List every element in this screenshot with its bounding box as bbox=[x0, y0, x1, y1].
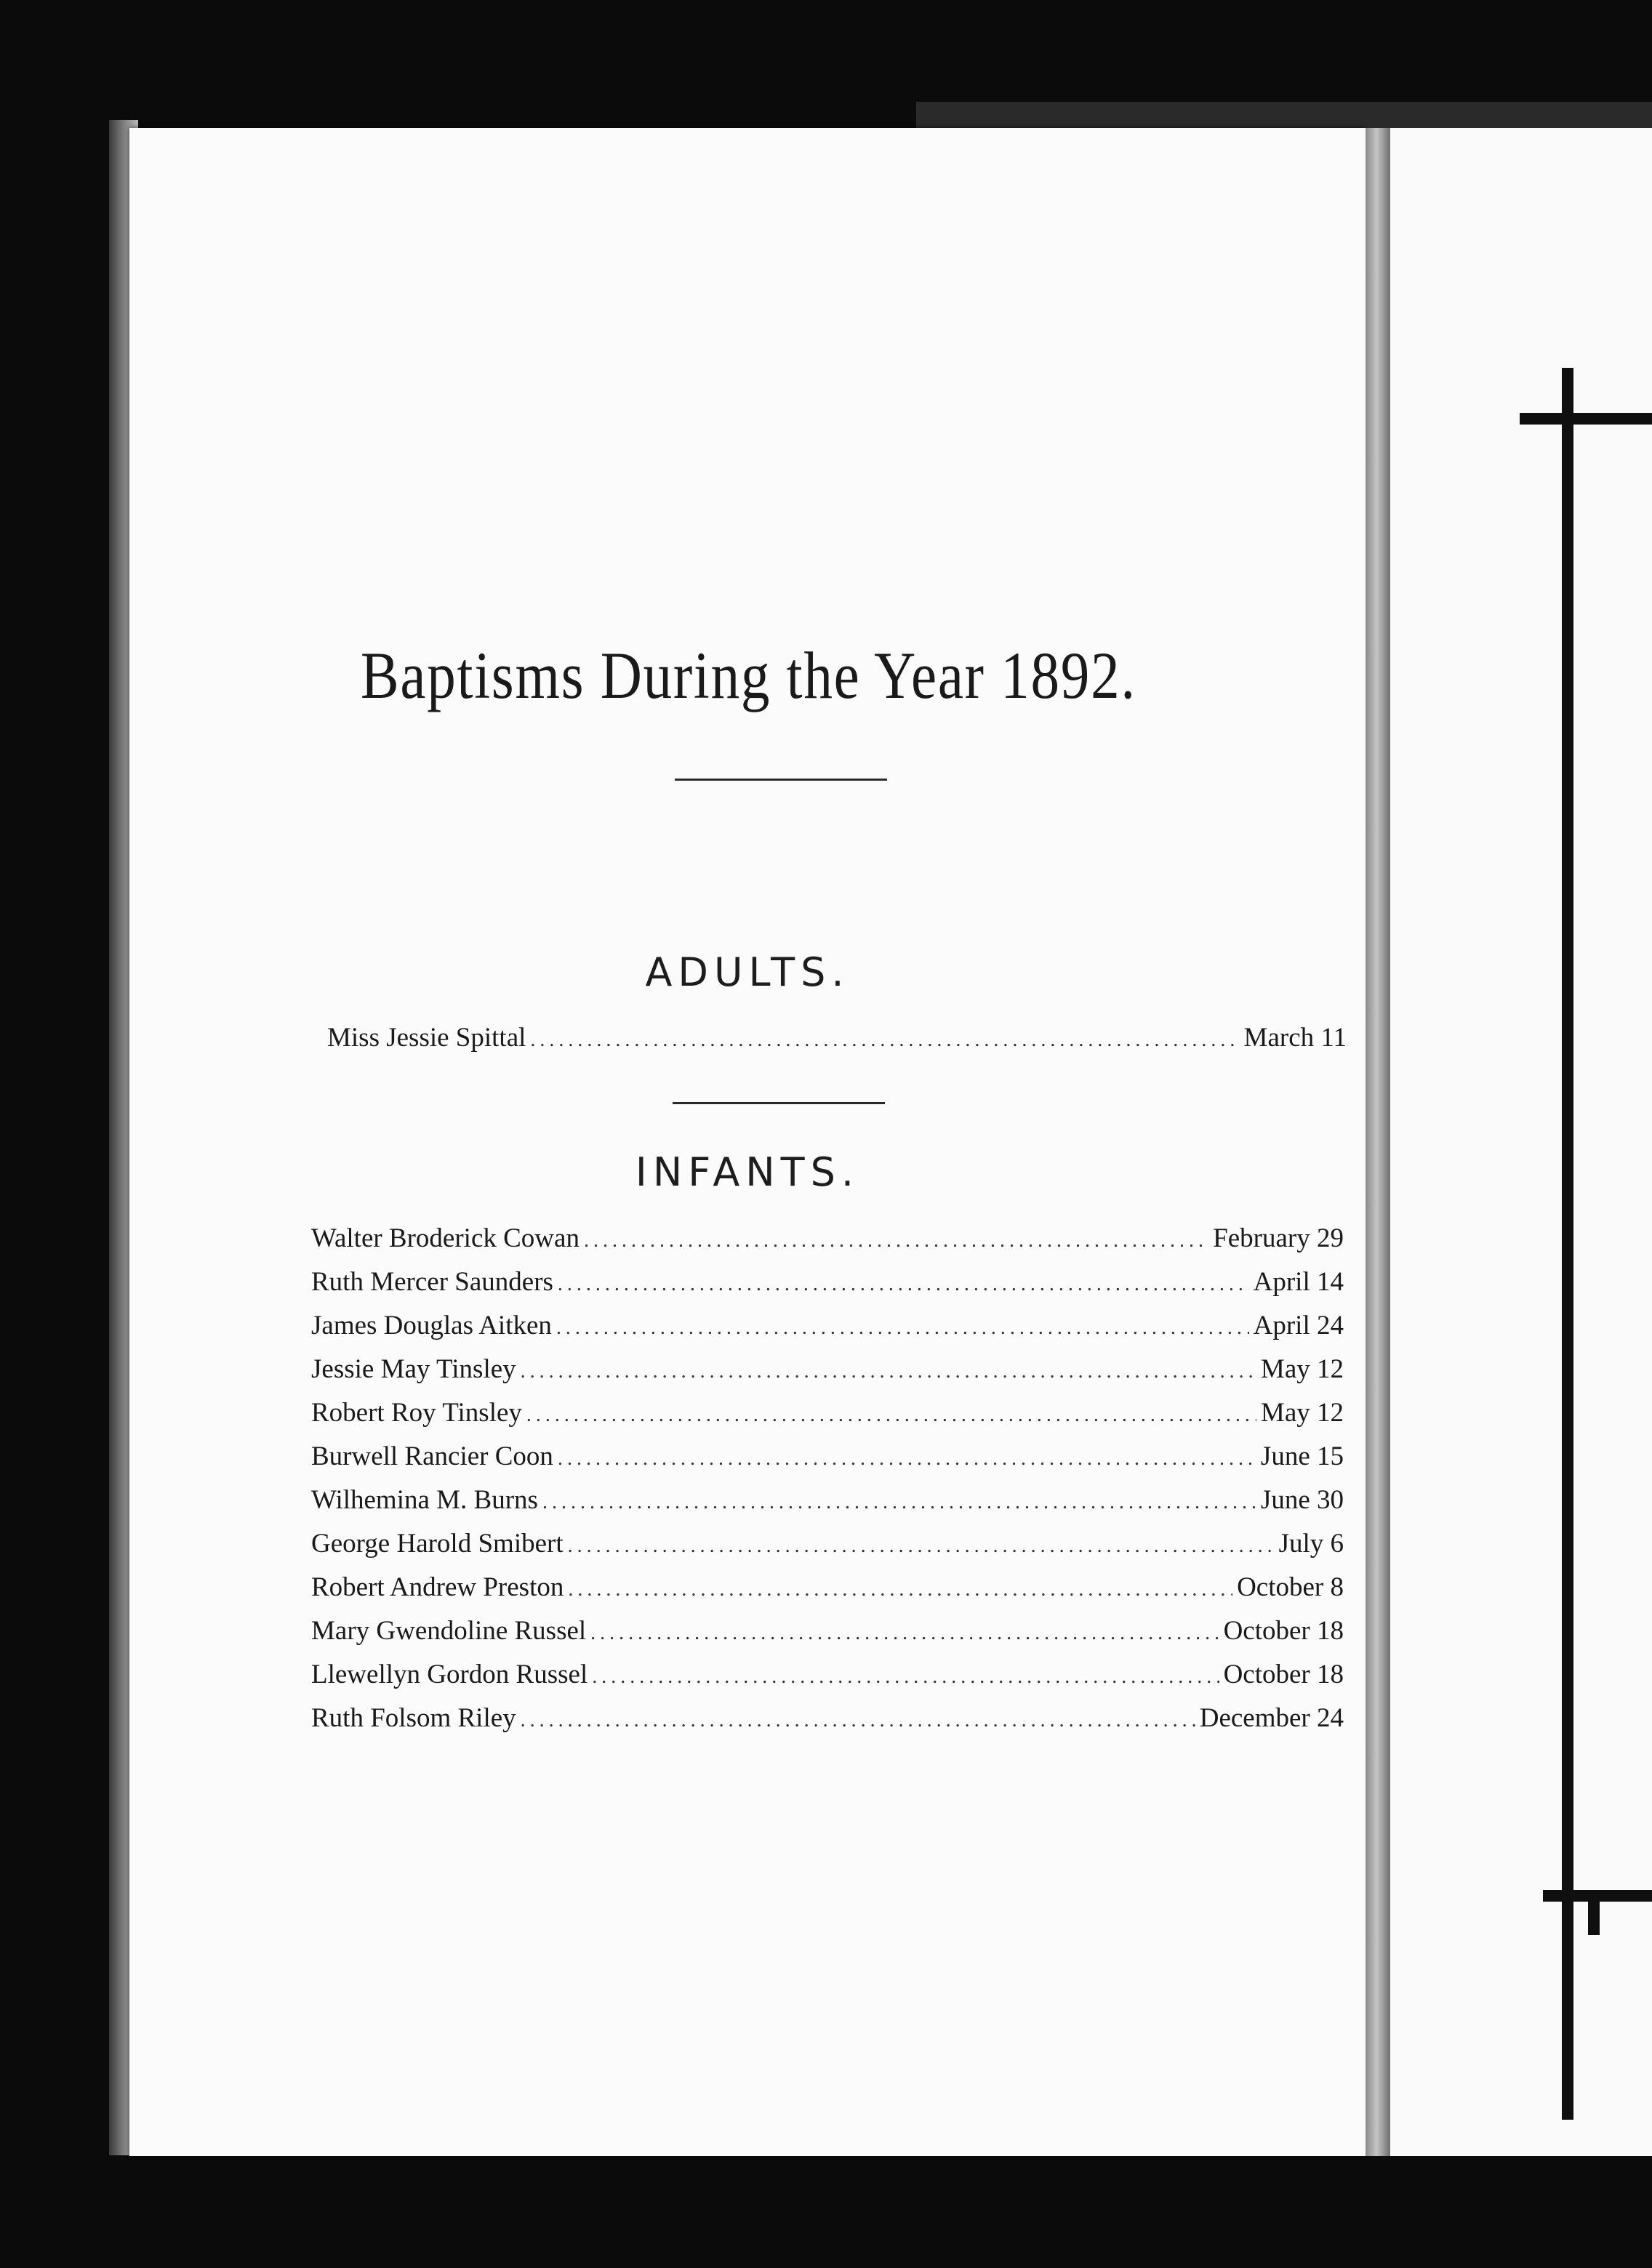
entry-name: Walter Broderick Cowan bbox=[311, 1223, 580, 1253]
entry-name: Mary Gwendoline Russel bbox=[311, 1616, 587, 1646]
list-item bbox=[311, 1653, 1344, 1697]
dot-leader bbox=[521, 1350, 1256, 1394]
list-item bbox=[311, 1304, 1344, 1348]
entry-date: October 18 bbox=[1223, 1616, 1344, 1646]
entry-name: Wilhemina M. Burns bbox=[311, 1485, 538, 1515]
dot-leader bbox=[592, 1655, 1219, 1699]
entry-name: George Harold Smibert bbox=[311, 1529, 564, 1559]
entry-name: Robert Roy Tinsley bbox=[311, 1398, 522, 1428]
entry-date: May 12 bbox=[1260, 1398, 1344, 1428]
entry-date: March 11 bbox=[1243, 1023, 1347, 1053]
bracket-top-stub bbox=[1562, 368, 1573, 419]
list-item bbox=[311, 1391, 1344, 1435]
entry-name: Ruth Mercer Saunders bbox=[311, 1267, 553, 1297]
adults-heading: ADULTS. bbox=[645, 949, 850, 995]
entry-date: October 18 bbox=[1223, 1660, 1344, 1689]
book-gutter bbox=[1366, 128, 1390, 2156]
entry-name: James Douglas Aitken bbox=[311, 1311, 552, 1340]
entry-name: Burwell Rancier Coon bbox=[311, 1441, 553, 1471]
entry-name: Jessie May Tinsley bbox=[311, 1354, 516, 1384]
section-divider bbox=[673, 1102, 885, 1104]
entry-name: Miss Jessie Spittal bbox=[327, 1023, 526, 1053]
list-item bbox=[311, 1348, 1344, 1391]
entry-date: December 24 bbox=[1199, 1703, 1344, 1733]
dot-leader bbox=[584, 1219, 1208, 1263]
entry-name: Llewellyn Gordon Russel bbox=[311, 1660, 588, 1689]
list-item bbox=[311, 1260, 1344, 1304]
title-divider bbox=[675, 779, 887, 781]
dot-leader bbox=[568, 1568, 1232, 1612]
list-item bbox=[311, 1479, 1344, 1522]
dot-leader bbox=[568, 1524, 1275, 1568]
entry-date: May 12 bbox=[1260, 1354, 1344, 1384]
entry-date: February 29 bbox=[1213, 1223, 1344, 1253]
entry-date: April 24 bbox=[1253, 1311, 1344, 1340]
list-item bbox=[311, 1697, 1344, 1740]
list-item bbox=[311, 1435, 1344, 1479]
infants-list bbox=[311, 1217, 1344, 1740]
infants-heading: INFANTS. bbox=[635, 1149, 860, 1195]
list-item bbox=[327, 1016, 1347, 1060]
dot-leader bbox=[521, 1699, 1195, 1742]
dot-leader bbox=[558, 1263, 1249, 1306]
list-item bbox=[311, 1566, 1344, 1609]
dot-leader bbox=[590, 1612, 1219, 1655]
entry-date: July 6 bbox=[1278, 1529, 1344, 1559]
dot-leader bbox=[556, 1306, 1249, 1350]
entry-name: Robert Andrew Preston bbox=[311, 1572, 564, 1602]
entry-date: June 30 bbox=[1260, 1485, 1344, 1515]
dot-leader bbox=[558, 1437, 1256, 1481]
dot-leader bbox=[526, 1394, 1256, 1437]
list-item bbox=[311, 1522, 1344, 1566]
entry-name: Ruth Folsom Riley bbox=[311, 1703, 516, 1733]
facing-page bbox=[1390, 128, 1652, 2156]
bracket-vertical-line bbox=[1562, 419, 1573, 2120]
list-item bbox=[311, 1609, 1344, 1653]
page-title: Baptisms During the Year 1892. bbox=[360, 638, 1136, 712]
adults-list bbox=[327, 1016, 1347, 1060]
entry-date: June 15 bbox=[1260, 1441, 1344, 1471]
entry-date: April 14 bbox=[1253, 1267, 1344, 1297]
dot-leader bbox=[542, 1481, 1256, 1524]
book-page bbox=[129, 128, 1366, 2156]
bracket-bottom-stub bbox=[1588, 1899, 1600, 1935]
list-item bbox=[311, 1217, 1344, 1260]
bracket-top-bar bbox=[1520, 413, 1652, 425]
entry-date: October 8 bbox=[1237, 1572, 1344, 1602]
dot-leader bbox=[530, 1018, 1239, 1062]
